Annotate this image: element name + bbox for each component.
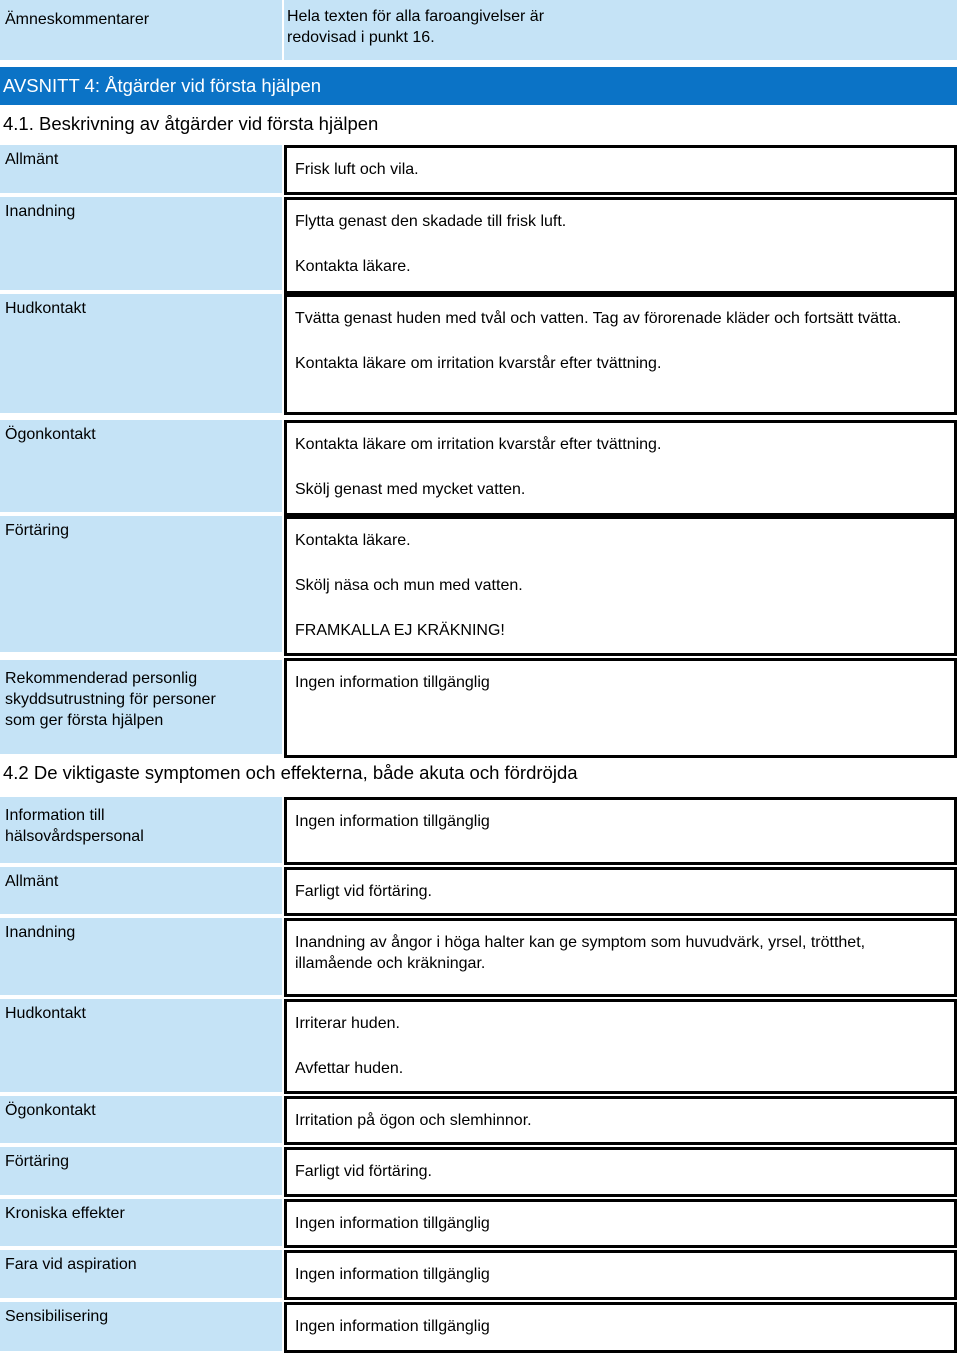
value-line: Ingen information tillgänglig — [295, 813, 490, 830]
value-line: redovisad i punkt 16. — [287, 29, 435, 46]
label-text: Information till — [5, 807, 105, 824]
row-label-kroniska-effekter — [0, 1199, 282, 1246]
value-line: Inandning av ångor i höga halter kan ge symptom som huvudvärk, yrsel, trötthet, illamående och kräkningar. — [295, 934, 866, 972]
value-line: Skölj genast med mycket vatten. — [295, 481, 526, 498]
subsection-4-2-title: 4.2 De viktigaste symptomen och effekterna, både akuta och fördröjda — [3, 762, 578, 783]
row-label-hudkontakt-42 — [0, 999, 282, 1092]
subsection-4-1-title: 4.1. Beskrivning av åtgärder vid första hjälpen — [3, 113, 379, 134]
row-label-fara-vid-aspiration — [0, 1250, 282, 1298]
value-line: Ingen information tillgänglig — [295, 1266, 490, 1283]
label-text: Rekommenderad personlig — [5, 670, 198, 687]
value-line: Farligt vid förtäring. — [295, 1163, 432, 1180]
top-row-value — [284, 0, 957, 60]
row-value-kroniska-effekter — [284, 1199, 957, 1248]
value-line: Avfettar huden. — [295, 1060, 404, 1077]
value-line: Farligt vid förtäring. — [295, 883, 432, 900]
value-line: Irritation på ögon och slemhinnor. — [295, 1112, 532, 1129]
value-line: Ingen information tillgänglig — [295, 1318, 490, 1335]
row-value-allmant — [284, 145, 957, 195]
label-text: Förtäring — [5, 1153, 70, 1170]
row-value-allmant-42 — [284, 867, 957, 916]
row-value-fara-vid-aspiration — [284, 1250, 957, 1300]
row-value-ogonkontakt-42 — [284, 1096, 957, 1145]
label-text: Förtäring — [5, 522, 70, 539]
label-text: Fara vid aspiration — [5, 1256, 137, 1273]
label-text: Inandning — [5, 203, 76, 220]
value-line: Ingen information tillgänglig — [295, 674, 490, 691]
label-text: Allmänt — [5, 873, 59, 890]
row-label-ogonkontakt — [0, 420, 282, 512]
row-label-hudkontakt — [0, 294, 282, 413]
value-line: Kontakta läkare om irritation kvarstår efter tvättning. — [295, 355, 662, 372]
value-line: Kontakta läkare. — [295, 258, 411, 275]
value-line: Irriterar huden. — [295, 1015, 400, 1032]
row-label-information-halsovardspersonal — [0, 797, 282, 863]
section-header: AVSNITT 4: Åtgärder vid första hjälpen — [0, 67, 957, 105]
row-value-hudkontakt — [284, 294, 957, 415]
row-label-skyddsutrustning — [0, 660, 282, 754]
row-value-hudkontakt-42 — [284, 999, 957, 1094]
row-value-skyddsutrustning — [284, 658, 957, 758]
row-value-inandning — [284, 197, 957, 294]
value-line: FRAMKALLA EJ KRÄKNING! — [295, 622, 505, 639]
row-label-allmant — [0, 145, 282, 193]
label-text: Ögonkontakt — [5, 426, 96, 443]
row-value-inandning-42 — [284, 918, 957, 997]
row-label-fortaring-42 — [0, 1147, 282, 1195]
row-value-fortaring-42 — [284, 1147, 957, 1197]
value-line: Ingen information tillgänglig — [295, 1215, 490, 1232]
label-text: Hudkontakt — [5, 1005, 86, 1022]
row-label-fortaring — [0, 516, 282, 652]
value-line: Tvätta genast huden med tvål och vatten. Tag av förorenade kläder och fortsätt tvätta. — [295, 310, 902, 327]
label-text: Hudkontakt — [5, 300, 86, 317]
row-label-sensibilisering — [0, 1302, 282, 1351]
value-line: Kontakta läkare. — [295, 532, 411, 549]
value-line: Hela texten för alla faroangivelser är — [287, 8, 545, 25]
label-text: Inandning — [5, 924, 76, 941]
row-value-sensibilisering — [284, 1302, 957, 1353]
label-text: Kroniska effekter — [5, 1205, 125, 1222]
row-value-ogonkontakt — [284, 420, 957, 516]
value-line: Skölj näsa och mun med vatten. — [295, 577, 523, 594]
label-text: som ger första hjälpen — [5, 712, 164, 729]
row-label-inandning — [0, 197, 282, 290]
label-text: hälsovårdspersonal — [5, 828, 144, 845]
row-value-information-halsovardspersonal — [284, 797, 957, 865]
row-label-ogonkontakt-42 — [0, 1096, 282, 1143]
row-label-allmant-42 — [0, 867, 282, 914]
row-value-fortaring — [284, 516, 957, 656]
value-line: Flytta genast den skadade till frisk luft. — [295, 213, 567, 230]
value-line: Frisk luft och vila. — [295, 161, 419, 178]
value-line: Kontakta läkare om irritation kvarstår efter tvättning. — [295, 436, 662, 453]
label-text: Ögonkontakt — [5, 1102, 96, 1119]
label-text: Ämneskommentarer — [5, 11, 150, 28]
row-label-amneskommentarer — [0, 0, 282, 60]
row-label-inandning-42 — [0, 918, 282, 995]
label-text: skyddsutrustning för personer — [5, 691, 216, 708]
label-text: Allmänt — [5, 151, 59, 168]
label-text: Sensibilisering — [5, 1308, 109, 1325]
